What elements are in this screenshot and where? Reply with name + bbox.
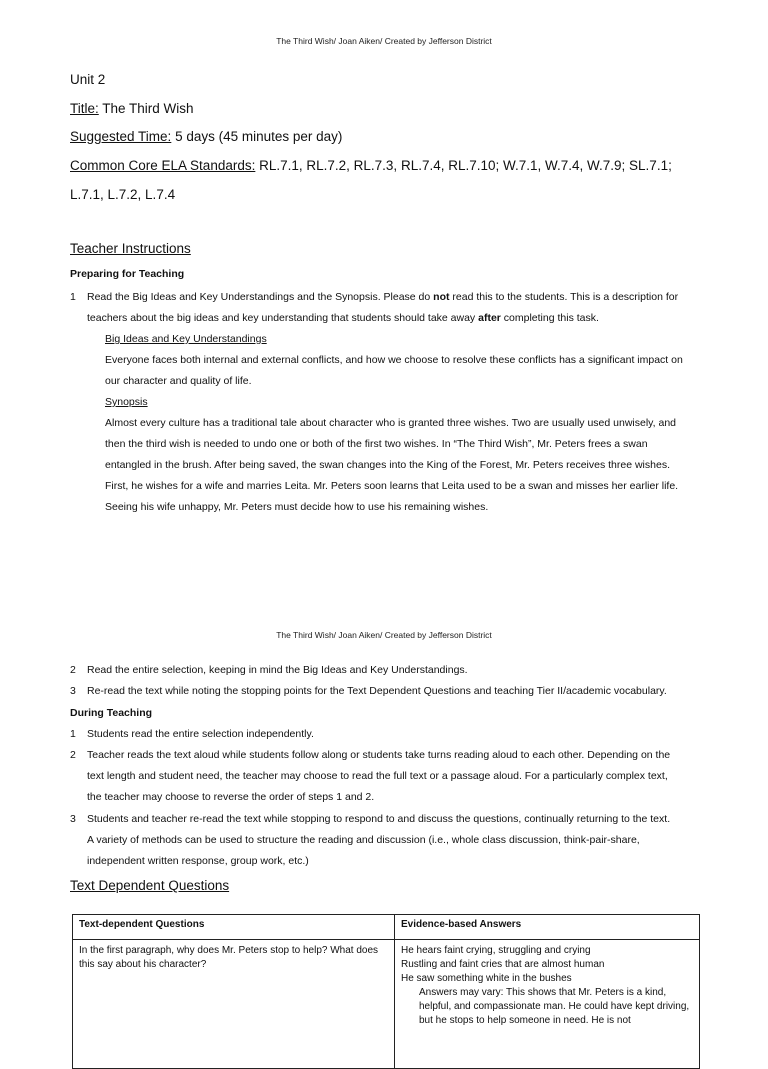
page-header: The Third Wish/ Joan Aiken/ Created by Jefferson District — [276, 36, 492, 46]
unit-label: Unit 2 — [70, 72, 106, 87]
prep-item-1 — [70, 287, 700, 329]
during-teaching-heading: During Teaching — [70, 707, 153, 719]
prep-item-2 — [70, 660, 700, 681]
column-header: Evidence-based Answers — [395, 915, 700, 940]
big-ideas-text: Everyone faces both internal and external conflicts, and how we choose to resolve these conflicts has a significant impact on our character and quality of life. — [105, 354, 683, 387]
time-label: Suggested Time: — [70, 129, 172, 144]
item-text: Teacher reads the text aloud while students follow along or students take turns reading aloud to each other. Depending on the text length and student need, the teacher may choose to read the full text or a passage aloud. For a particularly complex text, the teacher may choose to reverse the order of steps 1 and 2. — [87, 749, 671, 803]
item-number: 3 — [70, 685, 76, 697]
prep-item-3 — [70, 681, 700, 702]
item-number: 1 — [70, 291, 76, 303]
table-row — [73, 940, 700, 1069]
item-text: Re-read the text while noting the stopping points for the Text Dependent Questions and teaching Tier II/academic vocabulary. — [87, 685, 667, 697]
standards-label: Common Core ELA Standards: — [70, 158, 256, 173]
item-number: 1 — [70, 728, 76, 740]
standards-line-2: L.7.1, L.7.2, L.7.4 — [70, 187, 176, 202]
item-text: Students read the entire selection independently. — [87, 728, 314, 740]
questions-table — [72, 914, 700, 1069]
item-text: Read the entire selection, keeping in mind the Big Ideas and Key Understandings. — [87, 664, 468, 676]
time-line — [70, 127, 342, 147]
standards-line — [70, 156, 672, 176]
item-number: 3 — [70, 813, 76, 825]
item-number: 2 — [70, 749, 76, 761]
teacher-instructions-heading: Teacher Instructions — [70, 241, 191, 256]
synopsis-heading: Synopsis — [105, 396, 148, 408]
title-label: Title: — [70, 101, 99, 116]
answer-cell: He hears faint crying, struggling and crying Rustling and faint cries that are almost human He saw something white in the bushes Answers may vary: This shows that Mr. Peters is a kind, helpful, and compassionate man. He could have kept driving, but he stops to help someone in need. He is not — [395, 940, 700, 1069]
table-header-row — [73, 915, 700, 940]
during-item-3 — [70, 809, 700, 872]
title-value: The Third Wish — [102, 101, 194, 116]
during-item-2 — [70, 745, 700, 808]
standards-value: RL.7.1, RL.7.2, RL.7.3, RL.7.4, RL.7.10; W.7.1, W.7.4, W.7.9; SL.7.1; — [259, 158, 672, 173]
item-number: 2 — [70, 664, 76, 676]
big-ideas-heading: Big Ideas and Key Understandings — [105, 333, 267, 345]
title-line — [70, 99, 194, 119]
item-text: Read the Big Ideas and Key Understandings and the Synopsis. Please do not read this to the students. This is a description for teachers about the big ideas and key understanding that students should take away after completing this task. — [87, 291, 679, 324]
time-value: 5 days (45 minutes per day) — [175, 129, 343, 144]
item-text: Students and teacher re-read the text while stopping to respond to and discuss the questions, continually returning to the text. A variety of methods can be used to structure the reading and discussion (i.e., whole class discussion, think-pair-share, independent written response, group work, etc.) — [87, 813, 671, 867]
column-header: Text-dependent Questions — [73, 915, 395, 940]
question-cell: In the first paragraph, why does Mr. Peters stop to help? What does this say about his character? — [73, 940, 395, 1069]
preparing-heading: Preparing for Teaching — [70, 268, 185, 280]
during-item-1 — [70, 724, 700, 745]
page-header-2: The Third Wish/ Joan Aiken/ Created by Jefferson District — [276, 630, 492, 640]
answer-explanation: Answers may vary: This shows that Mr. Peters is a kind, helpful, and compassionate man. He could have kept driving, but he stops to help someone in need. He is not — [419, 987, 690, 1026]
synopsis-text: Almost every culture has a traditional tale about character who is granted three wishes. Two are usually used unwisely, and then the third wish is needed to undo one or both of the first two wishes. In “The Third Wish”, Mr. Peters frees a swan entangled in the brush. After being saved, the swan changes into the King of the Forest, Mr. Peters receives three wishes. First, he wishes for a wife and marries Leita. Mr. Peters soon learns that Leita used to be a swan and misses her earlier life. Seeing his wife unhappy, Mr. Peters must decide how to use his remaining wishes. — [105, 417, 679, 513]
text-dependent-questions-heading: Text Dependent Questions — [70, 878, 230, 893]
